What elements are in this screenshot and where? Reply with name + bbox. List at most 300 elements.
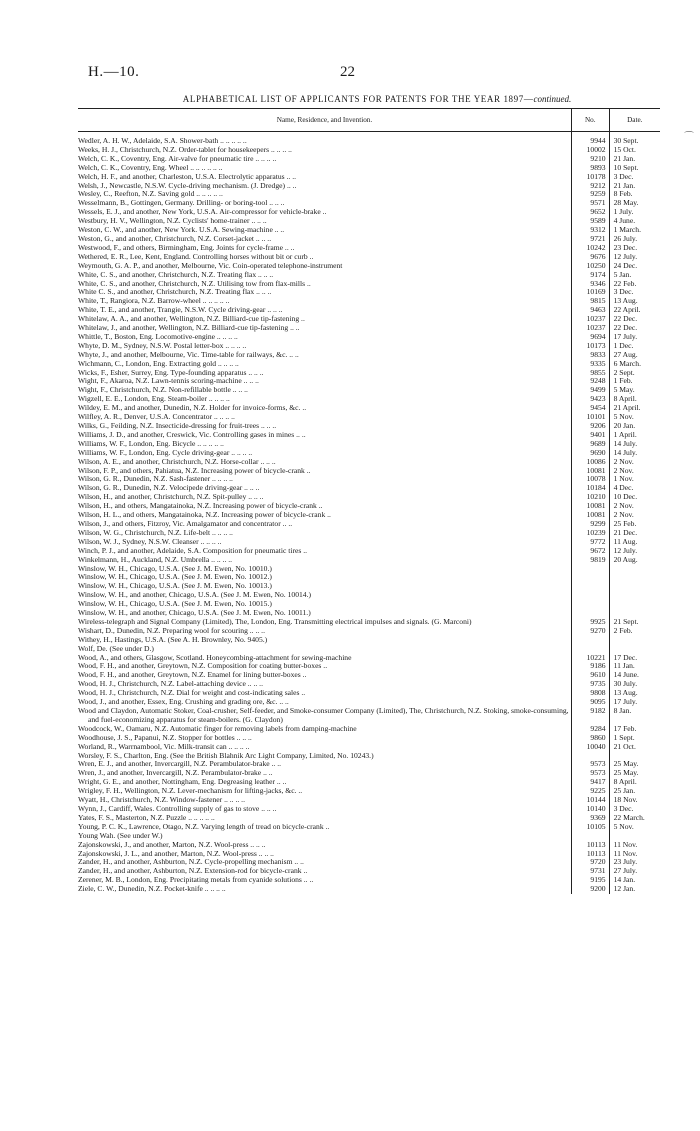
- entry-number: 10221: [571, 654, 609, 663]
- entry-name-residence-invention: Wilson, W. J., Sydney, N.S.W. Cleanser .. .. .. ..: [78, 537, 222, 546]
- entry-date: 5 Nov.: [613, 413, 634, 422]
- table-row: [78, 449, 660, 458]
- entry-date: 4 June.: [613, 217, 636, 226]
- entry-date: 22 March.: [613, 813, 645, 822]
- entry-date: [609, 591, 660, 600]
- table-row: [78, 324, 660, 333]
- entry-date: 12 July.: [613, 252, 638, 261]
- entry-date: 14 June.: [613, 671, 639, 680]
- entry-number: 10173: [571, 342, 609, 351]
- table-row: [78, 850, 660, 859]
- entry-date: 1 Dec.: [613, 341, 634, 350]
- entry-date: 17 Dec.: [613, 653, 638, 662]
- table-row: [78, 386, 660, 395]
- entry-date: 25 May.: [613, 760, 639, 769]
- entry-number: 9346: [571, 280, 609, 289]
- entry-name-residence-invention: Welsh, J., Newcastle, N.S.W. Cycle-driving mechanism. (J. Dredge) .. ..: [78, 181, 297, 190]
- entry-name-residence-invention: Worland, R., Warrnambool, Vic. Milk-transit can .. .. .. ..: [78, 742, 250, 751]
- table-row: [78, 422, 660, 431]
- entry-date: 25 Jan.: [613, 787, 636, 796]
- entry-date: 2 Nov.: [613, 466, 634, 475]
- table-row: [78, 431, 660, 440]
- table-row: [78, 458, 660, 467]
- entry-name-residence-invention: Wigzell, E. E., London, Eng. Steam-boiler .. .. .. ..: [78, 395, 230, 404]
- table-row: [78, 520, 660, 529]
- page-number: 22: [340, 64, 355, 80]
- entry-date: 8 April.: [613, 778, 637, 787]
- column-header-name: Name, Residence, and Invention.: [78, 109, 571, 132]
- entry-date: 21 Oct.: [613, 742, 636, 751]
- entry-date: 10 Dec.: [613, 493, 638, 502]
- entry-number: 9463: [571, 306, 609, 315]
- entry-date: [609, 645, 660, 654]
- entry-name-residence-invention: Wilfley, A. R., Denver, U.S.A. Concentrator .. .. .. ..: [78, 413, 235, 422]
- entry-number: 9369: [571, 814, 609, 823]
- entry-date: 22 April.: [613, 306, 641, 315]
- table-row: [78, 155, 660, 164]
- page-title: [92, 94, 662, 104]
- entry-date: 18 Nov.: [613, 796, 638, 805]
- table-row: [78, 662, 660, 671]
- entry-name-residence-invention: Winslow, W. H., Chicago, U.S.A. (See J. M. Ewen, No. 10012.): [78, 573, 272, 582]
- entry-name-residence-invention: Winkelmann, H., Auckland, N.Z. Umbrella .. .. .. ..: [78, 555, 233, 564]
- table-row: [78, 351, 660, 360]
- table-row: [78, 823, 660, 832]
- entry-name-residence-invention: Young, P. C. K., Lawrence, Otago, N.Z. Varying length of tread on bicycle-crank ..: [78, 822, 330, 831]
- table-row: [78, 413, 660, 422]
- entry-name-residence-invention: Winslow, W. H., and another, Chicago, U.S.A. (See J. M. Ewen, No. 10014.): [78, 591, 312, 600]
- table-row: [78, 173, 660, 182]
- entry-date: 2 Nov.: [613, 511, 634, 520]
- entry-date: 26 July.: [613, 234, 638, 243]
- title-text: ALPHABETICAL LIST OF APPLICANTS FOR PATENTS FOR THE YEAR 1897—: [182, 94, 534, 104]
- table-row: [78, 654, 660, 663]
- table-row: [78, 689, 660, 698]
- entry-number: 9195: [571, 876, 609, 885]
- entry-number: 10002: [571, 146, 609, 155]
- entry-date: 22 Dec.: [613, 324, 638, 333]
- entry-date: 3 Dec.: [613, 804, 634, 813]
- table-row: [78, 333, 660, 342]
- entry-date: 15 Oct.: [613, 145, 636, 154]
- entry-number: [571, 591, 609, 600]
- entry-number: 9721: [571, 235, 609, 244]
- table-row: [78, 253, 660, 262]
- entry-number: [571, 636, 609, 645]
- entry-name-residence-invention: Wicks, F., Esher, Surrey, Eng. Type-founding apparatus .. .. ..: [78, 368, 264, 377]
- table-row: [78, 493, 660, 502]
- entry-name-residence-invention: Zajonskowski, J. L., and another, Marton, N.Z. Wool-press .. .. ..: [78, 849, 274, 858]
- table-body: [78, 132, 660, 895]
- entry-number: 9808: [571, 689, 609, 698]
- entry-number: 10105: [571, 823, 609, 832]
- table-row: [78, 885, 660, 894]
- entry-name-residence-invention: Wilson, G. R., Dunedin, N.Z. Velocipede driving-gear .. .. ..: [78, 484, 260, 493]
- entry-name-residence-invention: Wildey, E. M., and another, Dunedin, N.Z. Holder for invoice-forms, &c. ..: [78, 404, 307, 413]
- entry-name-residence-invention: Wishart, D., Dunedin, N.Z. Preparing wool for scouring .. .. ..: [78, 626, 265, 635]
- entry-date: 11 Aug.: [613, 537, 638, 546]
- entry-name-residence-invention: Wynn, J., Cardiff, Wales. Controlling supply of gas to stove .. .. ..: [78, 804, 277, 813]
- entry-name-residence-invention: Wood, F. H., and another, Greytown, N.Z. Composition for coating butter-boxes ..: [78, 662, 328, 671]
- entry-name-residence-invention: Winslow, W. H., Chicago, U.S.A. (See J. M. Ewen, No. 10013.): [78, 582, 272, 591]
- table-row: [78, 164, 660, 173]
- table-row: [78, 752, 660, 761]
- entry-name-residence-invention: Wilson, H. L., and others, Mangatainoka, N.Z. Increasing power of bicycle-crank ..: [78, 511, 331, 520]
- table-row: [78, 475, 660, 484]
- entry-number: 9925: [571, 618, 609, 627]
- entry-name-residence-invention: Weeks, H. J., Christchurch, N.Z. Order-tablet for housekeepers .. .. .. ..: [78, 145, 292, 154]
- entry-number: 9270: [571, 627, 609, 636]
- entry-number: 9589: [571, 217, 609, 226]
- entry-date: 8 Feb.: [613, 190, 633, 199]
- table-row: [78, 280, 660, 289]
- entry-number: [571, 582, 609, 591]
- table-row: [78, 440, 660, 449]
- entry-date: 10 Sept.: [613, 163, 639, 172]
- entry-number: 9225: [571, 787, 609, 796]
- entry-number: 9454: [571, 404, 609, 413]
- entry-number: 10237: [571, 324, 609, 333]
- entry-name-residence-invention: Withey, H., Hastings, U.S.A. (See A. H. Brownley, No. 9405.): [78, 635, 268, 644]
- entry-number: [571, 573, 609, 582]
- entry-date: 5 May.: [613, 386, 635, 395]
- entry-name-residence-invention: Wilson, H., and another, Christchurch, N.Z. Spit-pulley .. .. ..: [78, 493, 264, 502]
- entry-number: 10086: [571, 458, 609, 467]
- entry-date: 14 July.: [613, 439, 638, 448]
- entry-date: [609, 609, 660, 618]
- entry-date: 1 March.: [613, 226, 641, 235]
- table-row: [78, 573, 660, 582]
- entry-name-residence-invention: Yates, F. S., Masterton, N.Z. Puzzle .. .. .. .. ..: [78, 813, 215, 822]
- entry-date: 8 April.: [613, 395, 637, 404]
- entry-name-residence-invention: Wood and Claydon, Automatic Stoker, Coal-crusher, Self-feeder, and Smoke-consumer Company (Limited), The, Christchurch, N.Z. Stoking, smoke-consuming, and fuel-economizing apparatus for steam-boilers. (G. Claydon): [78, 707, 569, 724]
- entry-name-residence-invention: Woodhouse, J. S., Papanui, N.Z. Stopper for bottles .. .. ..: [78, 733, 252, 742]
- entry-number: 9499: [571, 386, 609, 395]
- entry-date: 1 July.: [613, 208, 634, 217]
- entry-number: 10113: [571, 850, 609, 859]
- entry-number: 10239: [571, 529, 609, 538]
- entry-name-residence-invention: Whyte, D. M., Sydney, N.S.W. Postal letter-box .. .. .. ..: [78, 341, 247, 350]
- entry-number: 9335: [571, 360, 609, 369]
- entry-number: 9573: [571, 760, 609, 769]
- document-reference: H.—10.: [88, 64, 140, 80]
- entry-number: 9423: [571, 395, 609, 404]
- entry-number: 9860: [571, 734, 609, 743]
- entry-number: [571, 832, 609, 841]
- entry-name-residence-invention: Wilson, J., and others, Fitzroy, Vic. Amalgamator and concentrator .. ..: [78, 519, 293, 528]
- entry-date: 1 Feb.: [613, 377, 633, 386]
- entry-name-residence-invention: Zajonskowski, J., and another, Marton, N.Z. Wool-press .. .. ..: [78, 840, 266, 849]
- entry-date: 23 July.: [613, 858, 638, 867]
- entry-date: 2 Nov.: [613, 457, 634, 466]
- entry-date: 21 April.: [613, 404, 641, 413]
- entry-number: [571, 752, 609, 761]
- table-row: [78, 671, 660, 680]
- entry-name-residence-invention: Winslow, W. H., Chicago, U.S.A. (See J. M. Ewen, No. 10010.): [78, 564, 272, 573]
- table-row: [78, 627, 660, 636]
- entry-name-residence-invention: Welch, C. K., Coventry, Eng. Wheel .. .. .. .. .. ..: [78, 163, 223, 172]
- entry-date: 3 Dec.: [613, 172, 634, 181]
- entry-date: [609, 832, 660, 841]
- entry-number: 9772: [571, 538, 609, 547]
- entry-name-residence-invention: Wilson, W. G., Christchurch, N.Z. Life-belt .. .. .. ..: [78, 528, 233, 537]
- entry-name-residence-invention: White, C. S., and another, Christchurch, N.Z. Utilising tow from flax-mills ..: [78, 279, 311, 288]
- entry-name-residence-invention: Winslow, W. H., Chicago, U.S.A. (See J. M. Ewen, No. 10015.): [78, 600, 272, 609]
- entry-date: 13 Aug.: [613, 689, 638, 698]
- entry-number: [571, 609, 609, 618]
- entry-date: 30 Sept.: [613, 136, 639, 145]
- entry-number: 9676: [571, 253, 609, 262]
- entry-number: 9284: [571, 725, 609, 734]
- table-row: [78, 814, 660, 823]
- entry-number: 9672: [571, 547, 609, 556]
- entry-name-residence-invention: Welch, C. K., Coventry, Eng. Air-valve for pneumatic tire .. .. .. ..: [78, 154, 277, 163]
- entry-date: 23 Dec.: [613, 243, 638, 252]
- column-header-date: Date.: [609, 109, 660, 132]
- entry-date: [609, 636, 660, 645]
- entry-date: 21 Jan.: [613, 181, 636, 190]
- table-row: [78, 208, 660, 217]
- entry-date: 28 May.: [613, 199, 639, 208]
- table-row: [78, 360, 660, 369]
- entry-number: 10178: [571, 173, 609, 182]
- entry-name-residence-invention: Wood, A., and others, Glasgow, Scotland. Honeycombing-attachment for sewing-machine: [78, 653, 352, 662]
- table-row: [78, 395, 660, 404]
- table-row: [78, 502, 660, 511]
- entry-name-residence-invention: Wessels, E. J., and another, New York, U.S.A. Air-compressor for vehicle-brake ..: [78, 208, 327, 217]
- table-row: [78, 146, 660, 155]
- entry-name-residence-invention: Whittle, T., Boston, Eng. Locomotive-engine .. .. .. ..: [78, 332, 238, 341]
- entry-number: 9720: [571, 858, 609, 867]
- entry-name-residence-invention: Zerener, M. B., London, Eng. Precipitating metals from cyanide solutions .. ..: [78, 876, 314, 885]
- entry-number: 9095: [571, 698, 609, 707]
- entry-name-residence-invention: Woodcock, W., Oamaru, N.Z. Automatic finger for removing labels from damping-machine: [78, 724, 357, 733]
- entry-name-residence-invention: Wichmann, C., London, Eng. Extracting gold .. .. .. ..: [78, 359, 239, 368]
- table-row: [78, 342, 660, 351]
- entry-number: 9689: [571, 440, 609, 449]
- entry-name-residence-invention: Wesley, C., Reefton, N.Z. Saving gold .. .. .. .. ..: [78, 190, 223, 199]
- entry-name-residence-invention: White C. S., and another, Christchurch, N.Z. Treating flax .. .. ..: [78, 288, 272, 297]
- entry-number: [571, 645, 609, 654]
- entry-name-residence-invention: Wood, F. H., and another, Greytown, N.Z. Enamel for lining butter-boxes ..: [78, 671, 307, 680]
- table-row: [78, 707, 660, 725]
- table-row: [78, 876, 660, 885]
- table-row: [78, 377, 660, 386]
- entry-number: 9210: [571, 155, 609, 164]
- table-row: [78, 190, 660, 199]
- table-row: [78, 529, 660, 538]
- entry-number: 10101: [571, 413, 609, 422]
- entry-number: 10169: [571, 288, 609, 297]
- title-continued: continued.: [533, 94, 572, 104]
- entry-number: 10184: [571, 484, 609, 493]
- entry-number: 9571: [571, 199, 609, 208]
- entry-number: 9200: [571, 885, 609, 894]
- entry-date: 5 Jan.: [613, 270, 632, 279]
- entry-name-residence-invention: Williams, J. D., and another, Creswick, Vic. Controlling gases in mines .. ..: [78, 430, 306, 439]
- entry-date: 27 Aug.: [613, 350, 638, 359]
- table-row: [78, 271, 660, 280]
- entry-date: 1 Nov.: [613, 475, 634, 484]
- entry-number: 10140: [571, 805, 609, 814]
- applicants-table: [78, 108, 660, 894]
- entry-number: 9731: [571, 867, 609, 876]
- table-row: [78, 226, 660, 235]
- entry-name-residence-invention: Welch, H. F., and another, Charleston, U.S.A. Electrolytic apparatus .. ..: [78, 172, 297, 181]
- entry-name-residence-invention: Wood, H. J., Christchurch, N.Z. Dial for weight and cost-indicating sales ..: [78, 689, 306, 698]
- entry-number: 9694: [571, 333, 609, 342]
- table-row: [78, 199, 660, 208]
- entry-date: 21 Sept.: [613, 617, 639, 626]
- entry-date: 3 Dec.: [613, 288, 634, 297]
- table-row: [78, 680, 660, 689]
- entry-date: [609, 573, 660, 582]
- table-row: [78, 600, 660, 609]
- entry-date: 24 Dec.: [613, 261, 638, 270]
- entry-number: 10242: [571, 244, 609, 253]
- table-row: [78, 217, 660, 226]
- entry-date: 14 Jan.: [613, 876, 636, 885]
- entry-date: 2 Nov.: [613, 502, 634, 511]
- entry-date: 17 July.: [613, 698, 638, 707]
- entry-name-residence-invention: Wrigley, F. H., Wellington, N.Z. Lever-mechanism for lifting-jacks, &c. ..: [78, 787, 303, 796]
- entry-date: [609, 565, 660, 574]
- table-row: [78, 369, 660, 378]
- entry-name-residence-invention: White, T., Rangiora, N.Z. Barrow-wheel .. .. .. .. ..: [78, 297, 230, 306]
- table-row: [78, 591, 660, 600]
- entry-number: 9174: [571, 271, 609, 280]
- entry-date: 20 Aug.: [613, 555, 638, 564]
- entry-name-residence-invention: Weston, G., and another, Christchurch, N.Z. Corset-jacket .. .. ..: [78, 234, 272, 243]
- table-row: [78, 832, 660, 841]
- table-row: [78, 787, 660, 796]
- entry-number: 9312: [571, 226, 609, 235]
- entry-date: 1 Sept.: [613, 733, 635, 742]
- table-row: [78, 636, 660, 645]
- entry-date: 17 July.: [613, 332, 638, 341]
- entry-number: 9735: [571, 680, 609, 689]
- entry-date: [609, 582, 660, 591]
- table-row: [78, 244, 660, 253]
- entry-date: 13 Aug.: [613, 297, 638, 306]
- entry-date: 8 Jan.: [613, 707, 632, 715]
- entry-name-residence-invention: Wood, J., and another, Essex, Eng. Crushing and grading ore, &c. .. ..: [78, 698, 289, 707]
- table-row: [78, 805, 660, 814]
- entry-name-residence-invention: Wethered, E. R., Lee, Kent, England. Controlling horses without bit or curb ..: [78, 252, 314, 261]
- entry-number: 10144: [571, 796, 609, 805]
- table-row: [78, 645, 660, 654]
- running-header: [88, 64, 648, 84]
- entry-name-residence-invention: White, T. E., and another, Trangie, N.S.W. Cycle driving-gear .. .. ..: [78, 306, 283, 315]
- entry-date: 5 Nov.: [613, 822, 634, 831]
- entry-date: 2 Feb.: [613, 626, 633, 635]
- entry-number: 9248: [571, 377, 609, 386]
- entry-date: 1 April.: [613, 430, 637, 439]
- table-row: [78, 796, 660, 805]
- entry-number: 9182: [571, 707, 609, 725]
- entry-name-residence-invention: White, C. S., and another, Christchurch, N.Z. Treating flax .. .. ..: [78, 270, 274, 279]
- table-row: [78, 867, 660, 876]
- table-row: [78, 769, 660, 778]
- entry-name-residence-invention: Westwood, F., and others, Birmingham, Eng. Joints for cycle-frame .. ..: [78, 243, 295, 252]
- entry-number: 9833: [571, 351, 609, 360]
- table-row: [78, 404, 660, 413]
- entry-name-residence-invention: Wolf, De. (See under D.): [78, 644, 154, 653]
- entry-date: 27 July.: [613, 867, 638, 876]
- entry-date: 14 July.: [613, 448, 638, 457]
- entry-name-residence-invention: Winslow, W. H., and another, Chicago, U.S.A. (See J. M. Ewen, No. 10011.): [78, 609, 311, 618]
- entry-number: 10210: [571, 493, 609, 502]
- entry-number: 9573: [571, 769, 609, 778]
- entry-date: 6 March.: [613, 359, 641, 368]
- entry-name-residence-invention: Whitelaw, A. A., and another, Wellington, N.Z. Billiard-cue tip-fastening ..: [78, 315, 305, 324]
- table-row: [78, 565, 660, 574]
- entry-name-residence-invention: Whitelaw, J., and another, Wellington, N.Z. Billiard-cue tip-fastening .. ..: [78, 324, 300, 333]
- entry-number: 10113: [571, 841, 609, 850]
- entry-date: 22 Feb.: [613, 279, 637, 288]
- entry-number: 9819: [571, 556, 609, 565]
- entry-date: 21 Jan.: [613, 154, 636, 163]
- entry-number: 9944: [571, 132, 609, 146]
- entry-name-residence-invention: Wedler, A. H. W., Adelaide, S.A. Shower-bath .. .. .. .. ..: [78, 136, 247, 145]
- entry-number: 10081: [571, 467, 609, 476]
- entry-number: 9259: [571, 190, 609, 199]
- entry-number: 9417: [571, 778, 609, 787]
- table-row: [78, 182, 660, 191]
- entry-number: 9212: [571, 182, 609, 191]
- entry-name-residence-invention: Wireless-telegraph and Signal Company (Limited), The, London, Eng. Transmitting electrical impulses and signals. (G. Marconi): [78, 617, 472, 626]
- entry-name-residence-invention: Weymouth, G. A. P., and another, Melbourne, Vic. Coin-operated telephone-instrument: [78, 261, 343, 270]
- entry-name-residence-invention: Wyatt, H., Christchurch, N.Z. Window-fastener .. .. .. ..: [78, 796, 245, 805]
- entry-date: 11 Nov.: [613, 849, 638, 858]
- entry-name-residence-invention: Weston, C. W., and another, New York. U.S.A. Sewing-machine .. ..: [78, 226, 285, 235]
- entry-name-residence-invention: Williams, W. F., London, Eng. Cycle driving-gear .. .. .. ..: [78, 448, 253, 457]
- entry-number: 9401: [571, 431, 609, 440]
- entry-number: [571, 565, 609, 574]
- entry-number: 9206: [571, 422, 609, 431]
- table-row: [78, 306, 660, 315]
- table-row: [78, 467, 660, 476]
- entry-date: 4 Dec.: [613, 484, 634, 493]
- table-row: [78, 315, 660, 324]
- entry-name-residence-invention: Wilson, G. R., Dunedin, N.Z. Sash-fastener .. .. .. ..: [78, 475, 233, 484]
- entry-name-residence-invention: Wight, F., Christchurch, N.Z. Non-refillable bottle .. .. ..: [78, 386, 248, 395]
- table-row: [78, 511, 660, 520]
- entry-number: 9186: [571, 662, 609, 671]
- entry-name-residence-invention: Wilks, G., Feilding, N.Z. Insecticide-dressing for fruit-trees .. .. ..: [78, 422, 277, 430]
- table-row: [78, 743, 660, 752]
- entry-number: 9893: [571, 164, 609, 173]
- entry-date: 20 Jan.: [613, 422, 636, 430]
- table-row: [78, 618, 660, 627]
- entry-number: 9690: [571, 449, 609, 458]
- entry-date: [609, 752, 660, 761]
- table-row: [78, 297, 660, 306]
- entry-name-residence-invention: Winch, P. J., and another, Adelaide, S.A. Composition for pneumatic tires ..: [78, 546, 308, 555]
- entry-number: 9652: [571, 208, 609, 217]
- entry-number: 10250: [571, 262, 609, 271]
- margin-mark: ⌒: [684, 132, 694, 143]
- table-row: [78, 538, 660, 547]
- table-row: [78, 858, 660, 867]
- entry-date: 11 Jan.: [613, 662, 635, 671]
- table-row: [78, 547, 660, 556]
- entry-number: [571, 600, 609, 609]
- entry-name-residence-invention: Wilson, A. E., and another, Christchurch, N.Z. Horse-collar .. .. ..: [78, 457, 276, 466]
- entry-date: 12 Jan.: [613, 885, 636, 894]
- entry-date: 25 Feb.: [613, 519, 637, 528]
- entry-date: [609, 600, 660, 609]
